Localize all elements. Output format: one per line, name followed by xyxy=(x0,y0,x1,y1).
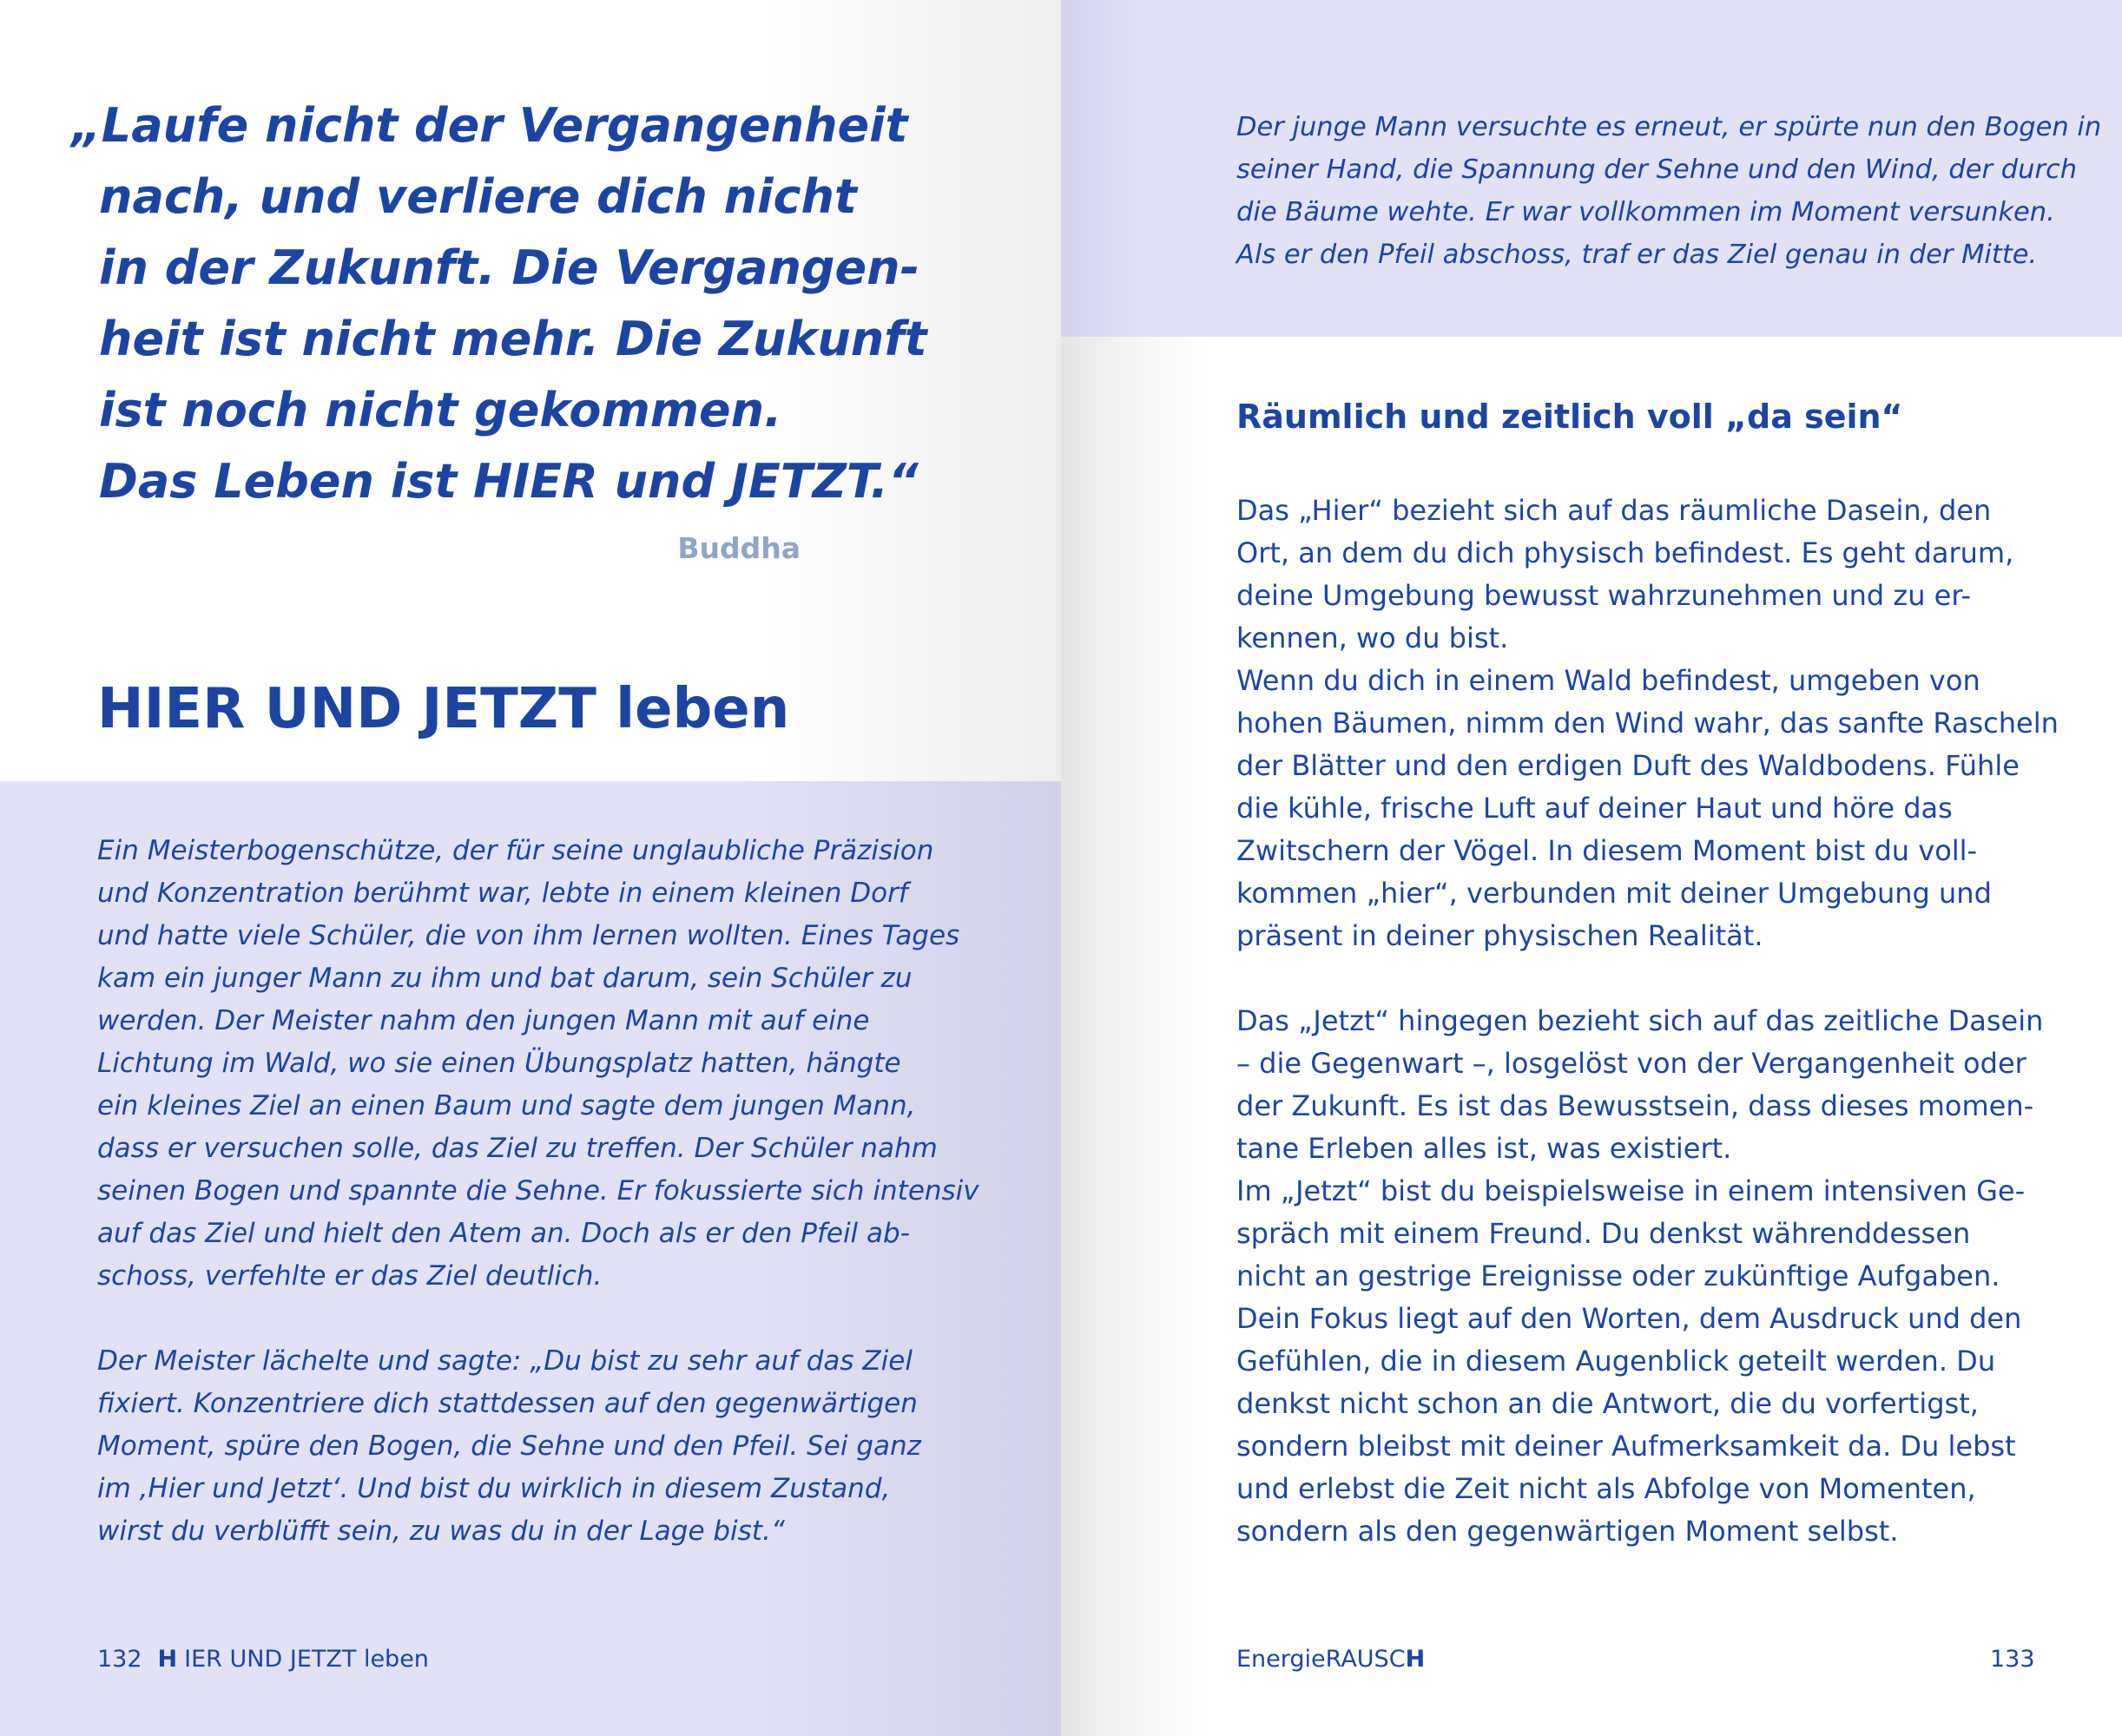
right-page-footer-title xyxy=(1236,1646,1425,1673)
left-page-footer xyxy=(97,1646,429,1673)
story-line: Ein Meisterbogenschütze, der für seine unglaubliche Präzision xyxy=(97,835,934,866)
body-line: nicht an gestrige Ereignisse oder zukünftige Aufgaben. xyxy=(1236,1259,2000,1292)
quote-line: heit ist nicht mehr. Die Zukunft xyxy=(99,312,927,366)
body-line: hohen Bäumen, nimm den Wind wahr, das sanfte Rascheln xyxy=(1236,707,2059,740)
body-line: Das „Hier“ bezieht sich auf das räumliche Dasein, den xyxy=(1236,494,1992,527)
story-line: Moment, spüre den Bogen, die Sehne und den Pfeil. Sei ganz xyxy=(97,1430,921,1462)
body-line: – die Gegenwart –, losgelöst von der Vergangenheit oder xyxy=(1236,1047,2026,1080)
body-line: kommen „hier“, verbunden mit deiner Umgebung und xyxy=(1236,877,1992,910)
buddha-quote xyxy=(71,90,927,517)
body-line: deine Umgebung bewusst wahrzunehmen und zu er- xyxy=(1236,579,1971,612)
running-title-initial: H xyxy=(157,1646,178,1673)
story-line: schoss, verfehlte er das Ziel deutlich. xyxy=(97,1260,603,1292)
story-line: Der Meister lächelte und sagte: „Du bist zu sehr auf das Ziel xyxy=(97,1345,913,1377)
quote-line: „Laufe nicht der Vergangenheit xyxy=(71,98,908,153)
story-line: Als er den Pfeil abschoss, traf er das Ziel genau in der Mitte. xyxy=(1236,240,2038,270)
body-line: Wenn du dich in einem Wald befindest, umgeben von xyxy=(1236,664,1980,697)
story-line: werden. Der Meister nahm den jungen Mann mit auf eine xyxy=(97,1005,870,1036)
body-line: kennen, wo du bist. xyxy=(1236,621,1509,654)
quote-line: in der Zukunft. Die Vergangen- xyxy=(99,240,920,295)
body-paragraph-jetzt xyxy=(1236,1000,2044,1553)
body-line: der Blätter und den erdigen Duft des Waldbodens. Fühle xyxy=(1236,749,2020,782)
story-line: und Konzentration berühmt war, lebte in einem kleinen Dorf xyxy=(97,878,908,909)
book-title: EnergieRAUSC xyxy=(1236,1646,1406,1673)
chapter-title: HIER UND JETZT leben xyxy=(97,677,790,741)
quote-line: nach, und verliere dich nicht xyxy=(99,169,857,224)
page-number-left: 132 xyxy=(97,1646,142,1673)
story-line: Lichtung im Wald, wo sie einen Übungsplatz hatten, hängte xyxy=(97,1048,901,1079)
body-line: sondern bleibst mit deiner Aufmerksamkeit da. Du lebst xyxy=(1236,1430,2016,1463)
body-line: präsent in deiner physischen Realität. xyxy=(1236,919,1763,952)
body-line: Ort, an dem du dich physisch befindest. Es geht darum, xyxy=(1236,536,2014,569)
section-heading: Räumlich und zeitlich voll „da sein“ xyxy=(1236,398,1903,436)
archer-story-continuation xyxy=(1236,106,2102,276)
story-line: im ‚Hier und Jetzt‘. Und bist du wirklich in diesem Zustand, xyxy=(97,1473,891,1504)
body-line: sondern als den gegenwärtigen Moment selbst. xyxy=(1236,1515,1899,1548)
story-line: dass er versuchen solle, das Ziel zu treffen. Der Schüler nahm xyxy=(97,1133,938,1164)
page-number-right: 133 xyxy=(1990,1646,2035,1673)
story-line: wirst du verblüfft sein, zu was du in der Lage bist.“ xyxy=(97,1516,785,1547)
running-title: IER UND JETZT leben xyxy=(184,1646,429,1673)
quote-line: Das Leben ist HIER und JETZT.“ xyxy=(99,454,919,509)
body-line: Dein Fokus liegt auf den Worten, dem Ausdruck und den xyxy=(1236,1302,2022,1335)
body-line: der Zukunft. Es ist das Bewusstsein, dass dieses momen- xyxy=(1236,1089,2034,1122)
body-line: Zwitschern der Vögel. In diesem Moment bist du voll- xyxy=(1236,834,1978,867)
body-line: die kühle, frische Luft auf deiner Haut und höre das xyxy=(1236,792,1953,825)
story-line: die Bäume wehte. Er war vollkommen im Moment versunken. xyxy=(1236,197,2055,227)
quote-attribution: Buddha xyxy=(677,531,801,565)
body-line: Gefühlen, die in diesem Augenblick geteilt werden. Du xyxy=(1236,1345,1996,1378)
story-line: seiner Hand, die Spannung der Sehne und den Wind, der durch xyxy=(1236,155,2078,185)
body-paragraph-hier xyxy=(1236,490,2059,957)
archer-story-paragraph-1 xyxy=(97,830,979,1298)
body-line: denkst nicht schon an die Antwort, die du vorfertigst, xyxy=(1236,1387,1979,1420)
body-line: Im „Jetzt“ bist du beispielsweise in einem intensiven Ge- xyxy=(1236,1174,2026,1207)
body-line: Das „Jetzt“ hingegen bezieht sich auf das zeitliche Dasein xyxy=(1236,1004,2044,1037)
story-line: seinen Bogen und spannte die Sehne. Er fokussierte sich intensiv xyxy=(97,1175,979,1207)
body-line: und erlebst die Zeit nicht als Abfolge von Momenten, xyxy=(1236,1472,1976,1505)
archer-story-paragraph-2 xyxy=(97,1340,921,1553)
story-line: fixiert. Konzentriere dich stattdessen auf den gegenwärtigen xyxy=(97,1388,918,1419)
story-line: Der junge Mann versuchte es erneut, er spürte nun den Bogen in xyxy=(1236,112,2102,142)
story-line: ein kleines Ziel an einen Baum und sagte dem jungen Mann, xyxy=(97,1090,916,1121)
story-line: und hatte viele Schüler, die von ihm lernen wollten. Eines Tages xyxy=(97,920,960,951)
story-line: kam ein junger Mann zu ihm und bat darum, sein Schüler zu xyxy=(97,963,913,994)
body-line: tane Erleben alles ist, was existiert. xyxy=(1236,1132,1732,1165)
body-line: spräch mit einem Freund. Du denkst währenddessen xyxy=(1236,1217,1971,1250)
book-title-final-letter: H xyxy=(1405,1646,1426,1673)
story-line: auf das Ziel und hielt den Atem an. Doch als er den Pfeil ab- xyxy=(97,1218,910,1249)
quote-line: ist noch nicht gekommen. xyxy=(99,383,782,437)
